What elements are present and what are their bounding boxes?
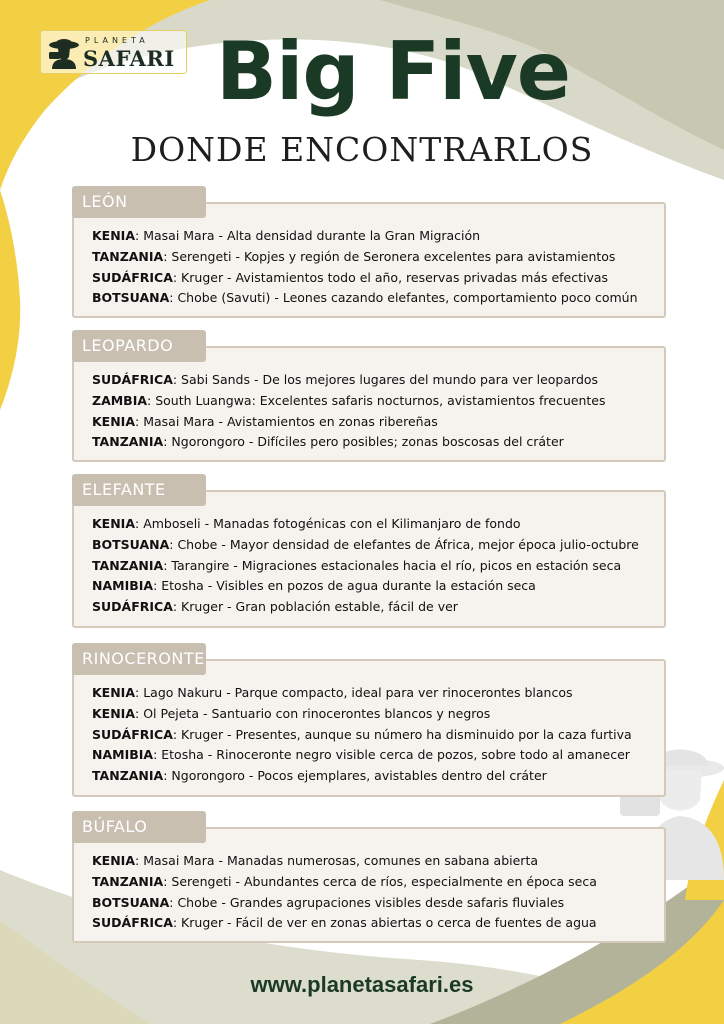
location-text: : Chobe - Grandes agrupaciones visibles desde safaris fluviales bbox=[169, 894, 565, 910]
list-item bbox=[92, 514, 664, 535]
location-text: : Serengeti - Abundantes cerca de ríos, especialmente en época seca bbox=[163, 873, 597, 889]
list-item bbox=[92, 704, 664, 725]
country-name: TANZANIA bbox=[92, 873, 164, 889]
page-subtitle: DONDE ENCONTRARLOS bbox=[130, 130, 594, 169]
location-text: : Kruger - Fácil de ver en zonas abiertas o cerca de fuentes de agua bbox=[172, 915, 597, 931]
location-text: : Ngorongoro - Difíciles pero posibles; zonas boscosas del cráter bbox=[163, 434, 564, 450]
list-item bbox=[92, 597, 664, 618]
section-box bbox=[72, 202, 666, 318]
section-box bbox=[72, 659, 666, 797]
country-name: SUDÁFRICA bbox=[92, 599, 173, 615]
location-text: : Serengeti - Kopjes y región de Seronera excelentes para avistamientos bbox=[163, 248, 616, 264]
list-item bbox=[92, 576, 664, 597]
section-label: LEOPARDO bbox=[72, 330, 206, 362]
country-name: TANZANIA bbox=[92, 557, 164, 573]
list-item bbox=[92, 766, 664, 787]
location-text: : Amboseli - Manadas fotogénicas con el Kilimanjaro de fondo bbox=[135, 516, 521, 531]
logo-text-bottom: SAFARI bbox=[83, 46, 175, 71]
list-item bbox=[92, 556, 664, 577]
location-text: : Sabi Sands - De los mejores lugares del mundo para ver leopardos bbox=[172, 372, 599, 387]
section-label: BÚFALO bbox=[72, 811, 206, 843]
country-name: NAMIBIA bbox=[92, 578, 154, 594]
country-name: KENIA bbox=[92, 685, 136, 700]
country-name: SUDÁFRICA bbox=[92, 269, 173, 285]
left-yellow-band bbox=[0, 190, 20, 410]
list-item bbox=[92, 247, 664, 268]
location-text: : Kruger - Avistamientos todo el año, reservas privadas más efectivas bbox=[172, 269, 609, 285]
list-item bbox=[92, 872, 664, 893]
section-label: ELEFANTE bbox=[72, 474, 206, 506]
country-name: TANZANIA bbox=[92, 434, 164, 450]
country-name: KENIA bbox=[92, 705, 136, 721]
location-text: : Lago Nakuru - Parque compacto, ideal para ver rinocerontes blancos bbox=[135, 685, 573, 700]
country-name: SUDÁFRICA bbox=[92, 372, 173, 387]
list-item bbox=[92, 683, 664, 704]
list-item bbox=[92, 226, 664, 247]
list-item bbox=[92, 391, 664, 412]
location-text: : Etosha - Rinoceronte negro visible cerca de pozos, sobre todo al amanecer bbox=[153, 747, 630, 763]
location-text: : Ngorongoro - Pocos ejemplares, avistables dentro del cráter bbox=[163, 768, 547, 784]
section-box bbox=[72, 346, 666, 462]
location-text: : Kruger - Gran población estable, fácil de ver bbox=[172, 599, 458, 615]
location-text: : Tarangire - Migraciones estacionales hacia el río, picos en estación seca bbox=[163, 557, 622, 573]
country-name: BOTSUANA bbox=[92, 894, 170, 910]
country-name: TANZANIA bbox=[92, 768, 164, 784]
location-text: : Kruger - Presentes, aunque su número ha disminuido por la caza furtiva bbox=[172, 726, 632, 742]
country-name: KENIA bbox=[92, 516, 136, 531]
list-item bbox=[92, 913, 664, 934]
section-label: LEÓN bbox=[72, 186, 206, 218]
country-name: KENIA bbox=[92, 413, 136, 429]
list-item bbox=[92, 288, 664, 309]
country-name: SUDÁFRICA bbox=[92, 915, 173, 931]
section-box bbox=[72, 827, 666, 943]
country-name: TANZANIA bbox=[92, 248, 164, 264]
list-item bbox=[92, 851, 664, 872]
location-text: : Masai Mara - Alta densidad durante la Gran Migración bbox=[135, 228, 481, 243]
country-name: SUDÁFRICA bbox=[92, 726, 173, 742]
location-text: : Etosha - Visibles en pozos de agua durante la estación seca bbox=[153, 578, 536, 594]
country-name: KENIA bbox=[92, 228, 136, 243]
list-item bbox=[92, 745, 664, 766]
website-link[interactable]: www.planetasafari.es bbox=[250, 972, 474, 997]
location-text: : Masai Mara - Avistamientos en zonas ribereñas bbox=[135, 413, 438, 429]
location-text: : Chobe (Savuti) - Leones cazando elefantes, comportamiento poco común bbox=[169, 290, 638, 306]
list-item bbox=[92, 535, 664, 556]
list-item bbox=[92, 370, 664, 391]
country-name: NAMIBIA bbox=[92, 747, 154, 763]
country-name: KENIA bbox=[92, 853, 136, 868]
country-name: BOTSUANA bbox=[92, 536, 170, 552]
location-text: : Ol Pejeta - Santuario con rinocerontes blancos y negros bbox=[135, 705, 491, 721]
country-name: ZAMBIA bbox=[92, 392, 148, 408]
location-text: : Chobe - Mayor densidad de elefantes de África, mejor época julio-octubre bbox=[169, 536, 639, 552]
logo-text-top: PLANETA bbox=[85, 36, 149, 45]
country-name: BOTSUANA bbox=[92, 290, 170, 306]
location-text: : Masai Mara - Manadas numerosas, comunes en sabana abierta bbox=[135, 853, 539, 868]
list-item bbox=[92, 412, 664, 433]
page-title: Big Five bbox=[216, 25, 570, 118]
list-item bbox=[92, 432, 664, 453]
section-box bbox=[72, 490, 666, 628]
location-text: : South Luangwa: Excelentes safaris nocturnos, avistamientos frecuentes bbox=[147, 392, 606, 408]
section-label: RINOCERONTE bbox=[72, 643, 206, 675]
list-item bbox=[92, 268, 664, 289]
list-item bbox=[92, 725, 664, 746]
list-item bbox=[92, 893, 664, 914]
